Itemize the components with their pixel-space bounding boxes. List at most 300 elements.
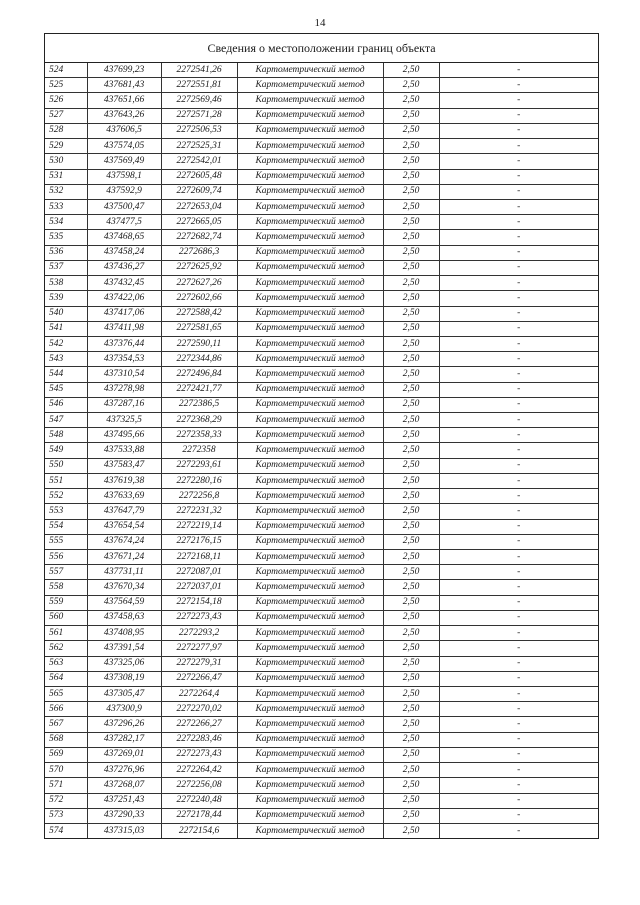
point-number-cell: 543 (45, 352, 87, 367)
coordinate-y-cell: 2272665,05 (161, 215, 237, 230)
table-row (45, 626, 598, 641)
error-cell: 2,50 (383, 671, 439, 686)
error-cell: 2,50 (383, 184, 439, 199)
coordinate-y-cell: 2272542,01 (161, 154, 237, 169)
error-cell: 2,50 (383, 519, 439, 534)
description-cell: - (439, 626, 598, 641)
point-number-cell: 527 (45, 108, 87, 123)
method-cell: Картометрический метод (237, 169, 383, 184)
table-title: Сведения о местоположении границ объекта (45, 34, 598, 63)
method-cell: Картометрический метод (237, 443, 383, 458)
method-cell: Картометрический метод (237, 260, 383, 275)
point-number-cell: 560 (45, 610, 87, 625)
error-cell: 2,50 (383, 123, 439, 138)
description-cell: - (439, 686, 598, 701)
coordinate-y-cell: 2272358,33 (161, 428, 237, 443)
method-cell: Картометрический метод (237, 641, 383, 656)
coordinate-y-cell: 2272602,66 (161, 291, 237, 306)
table-row (45, 763, 598, 778)
table-row (45, 123, 598, 138)
error-cell: 2,50 (383, 534, 439, 549)
error-cell: 2,50 (383, 580, 439, 595)
error-cell: 2,50 (383, 154, 439, 169)
point-number-cell: 534 (45, 215, 87, 230)
table-row (45, 595, 598, 610)
error-cell: 2,50 (383, 428, 439, 443)
coordinate-y-cell: 2272581,65 (161, 321, 237, 336)
error-cell: 2,50 (383, 336, 439, 351)
description-cell: - (439, 717, 598, 732)
method-cell: Картометрический метод (237, 63, 383, 78)
method-cell: Картометрический метод (237, 139, 383, 154)
method-cell: Картометрический метод (237, 473, 383, 488)
coordinate-y-cell: 2272571,28 (161, 108, 237, 123)
coordinate-y-cell: 2272588,42 (161, 306, 237, 321)
point-number-cell: 540 (45, 306, 87, 321)
point-number-cell: 538 (45, 276, 87, 291)
coordinate-x-cell: 437436,27 (87, 260, 161, 275)
error-cell: 2,50 (383, 276, 439, 291)
description-cell: - (439, 473, 598, 488)
description-cell: - (439, 823, 598, 838)
coordinate-x-cell: 437269,01 (87, 747, 161, 762)
description-cell: - (439, 352, 598, 367)
coordinate-x-cell: 437495,66 (87, 428, 161, 443)
description-cell: - (439, 550, 598, 565)
coordinate-x-cell: 437699,23 (87, 63, 161, 78)
coordinate-x-cell: 437458,63 (87, 610, 161, 625)
error-cell: 2,50 (383, 321, 439, 336)
description-cell: - (439, 656, 598, 671)
method-cell: Картометрический метод (237, 534, 383, 549)
error-cell: 2,50 (383, 352, 439, 367)
error-cell: 2,50 (383, 778, 439, 793)
point-number-cell: 541 (45, 321, 87, 336)
point-number-cell: 530 (45, 154, 87, 169)
method-cell: Картометрический метод (237, 610, 383, 625)
coordinate-y-cell: 2272368,29 (161, 413, 237, 428)
coordinate-y-cell: 2272277,97 (161, 641, 237, 656)
method-cell: Картометрический метод (237, 747, 383, 762)
coordinate-y-cell: 2272231,32 (161, 504, 237, 519)
coordinate-x-cell: 437422,06 (87, 291, 161, 306)
method-cell: Картометрический метод (237, 245, 383, 260)
point-number-cell: 545 (45, 382, 87, 397)
table-row (45, 382, 598, 397)
point-number-cell: 524 (45, 63, 87, 78)
point-number-cell: 539 (45, 291, 87, 306)
table-row (45, 717, 598, 732)
coordinate-y-cell: 2272256,08 (161, 778, 237, 793)
point-number-cell: 548 (45, 428, 87, 443)
table-row (45, 702, 598, 717)
table-row (45, 260, 598, 275)
method-cell: Картометрический метод (237, 78, 383, 93)
method-cell: Картометрический метод (237, 215, 383, 230)
coordinate-y-cell: 2272087,01 (161, 565, 237, 580)
coordinate-x-cell: 437569,49 (87, 154, 161, 169)
table-row (45, 93, 598, 108)
coordinates-table-body (45, 63, 598, 838)
coordinate-y-cell: 2272264,4 (161, 686, 237, 701)
coordinate-x-cell: 437305,47 (87, 686, 161, 701)
error-cell: 2,50 (383, 63, 439, 78)
table-row (45, 215, 598, 230)
point-number-cell: 566 (45, 702, 87, 717)
error-cell: 2,50 (383, 443, 439, 458)
method-cell: Картометрический метод (237, 458, 383, 473)
description-cell: - (439, 610, 598, 625)
description-cell: - (439, 504, 598, 519)
table-row (45, 641, 598, 656)
coordinate-x-cell: 437643,26 (87, 108, 161, 123)
coordinate-x-cell: 437533,88 (87, 443, 161, 458)
point-number-cell: 561 (45, 626, 87, 641)
description-cell: - (439, 702, 598, 717)
description-cell: - (439, 489, 598, 504)
description-cell: - (439, 184, 598, 199)
description-cell: - (439, 747, 598, 762)
table-row (45, 747, 598, 762)
point-number-cell: 535 (45, 230, 87, 245)
point-number-cell: 526 (45, 93, 87, 108)
error-cell: 2,50 (383, 169, 439, 184)
coordinate-y-cell: 2272240,48 (161, 793, 237, 808)
error-cell: 2,50 (383, 199, 439, 214)
coordinate-y-cell: 2272551,81 (161, 78, 237, 93)
method-cell: Картометрический метод (237, 199, 383, 214)
coordinate-y-cell: 2272266,47 (161, 671, 237, 686)
point-number-cell: 549 (45, 443, 87, 458)
method-cell: Картометрический метод (237, 382, 383, 397)
method-cell: Картометрический метод (237, 108, 383, 123)
table-row (45, 291, 598, 306)
table-row (45, 108, 598, 123)
method-cell: Картометрический метод (237, 793, 383, 808)
coordinate-x-cell: 437308,19 (87, 671, 161, 686)
method-cell: Картометрический метод (237, 367, 383, 382)
coordinate-x-cell: 437325,5 (87, 413, 161, 428)
table-row (45, 352, 598, 367)
point-number-cell: 555 (45, 534, 87, 549)
table-row (45, 458, 598, 473)
point-number-cell: 546 (45, 397, 87, 412)
error-cell: 2,50 (383, 686, 439, 701)
table-row (45, 489, 598, 504)
coordinate-x-cell: 437417,06 (87, 306, 161, 321)
point-number-cell: 572 (45, 793, 87, 808)
method-cell: Картометрический метод (237, 808, 383, 823)
coordinate-y-cell: 2272293,2 (161, 626, 237, 641)
error-cell: 2,50 (383, 291, 439, 306)
description-cell: - (439, 169, 598, 184)
point-number-cell: 573 (45, 808, 87, 823)
method-cell: Картометрический метод (237, 321, 383, 336)
point-number-cell: 528 (45, 123, 87, 138)
method-cell: Картометрический метод (237, 291, 383, 306)
description-cell: - (439, 139, 598, 154)
table-row (45, 230, 598, 245)
coordinate-x-cell: 437598,1 (87, 169, 161, 184)
coordinate-y-cell: 2272525,31 (161, 139, 237, 154)
point-number-cell: 542 (45, 336, 87, 351)
point-number-cell: 558 (45, 580, 87, 595)
description-cell: - (439, 245, 598, 260)
coordinate-y-cell: 2272627,26 (161, 276, 237, 291)
coordinate-y-cell: 2272279,31 (161, 656, 237, 671)
table-row (45, 550, 598, 565)
coordinate-x-cell: 437411,98 (87, 321, 161, 336)
description-cell: - (439, 443, 598, 458)
error-cell: 2,50 (383, 595, 439, 610)
coordinate-y-cell: 2272569,46 (161, 93, 237, 108)
coordinate-y-cell: 2272496,84 (161, 367, 237, 382)
coordinate-x-cell: 437671,24 (87, 550, 161, 565)
table-row (45, 580, 598, 595)
table-row (45, 778, 598, 793)
description-cell: - (439, 336, 598, 351)
point-number-cell: 565 (45, 686, 87, 701)
table-row (45, 139, 598, 154)
coordinate-y-cell: 2272154,18 (161, 595, 237, 610)
coordinate-x-cell: 437654,54 (87, 519, 161, 534)
error-cell: 2,50 (383, 473, 439, 488)
description-cell: - (439, 778, 598, 793)
description-cell: - (439, 397, 598, 412)
table-row (45, 565, 598, 580)
description-cell: - (439, 260, 598, 275)
coordinate-y-cell: 2272256,8 (161, 489, 237, 504)
point-number-cell: 557 (45, 565, 87, 580)
point-number-cell: 533 (45, 199, 87, 214)
description-cell: - (439, 763, 598, 778)
coordinate-y-cell: 2272625,92 (161, 260, 237, 275)
point-number-cell: 559 (45, 595, 87, 610)
description-cell: - (439, 732, 598, 747)
point-number-cell: 547 (45, 413, 87, 428)
point-number-cell: 554 (45, 519, 87, 534)
method-cell: Картометрический метод (237, 184, 383, 199)
method-cell: Картометрический метод (237, 686, 383, 701)
point-number-cell: 551 (45, 473, 87, 488)
coordinate-x-cell: 437376,44 (87, 336, 161, 351)
method-cell: Картометрический метод (237, 276, 383, 291)
method-cell: Картометрический метод (237, 123, 383, 138)
method-cell: Картометрический метод (237, 489, 383, 504)
description-cell: - (439, 382, 598, 397)
description-cell: - (439, 123, 598, 138)
point-number-cell: 553 (45, 504, 87, 519)
error-cell: 2,50 (383, 610, 439, 625)
boundary-table-frame (44, 33, 599, 839)
coordinate-x-cell: 437670,34 (87, 580, 161, 595)
coordinate-y-cell: 2272219,14 (161, 519, 237, 534)
description-cell: - (439, 808, 598, 823)
method-cell: Картометрический метод (237, 580, 383, 595)
table-row (45, 671, 598, 686)
error-cell: 2,50 (383, 565, 439, 580)
table-row (45, 397, 598, 412)
description-cell: - (439, 199, 598, 214)
error-cell: 2,50 (383, 215, 439, 230)
point-number-cell: 536 (45, 245, 87, 260)
description-cell: - (439, 78, 598, 93)
description-cell: - (439, 671, 598, 686)
point-number-cell: 550 (45, 458, 87, 473)
coordinate-x-cell: 437583,47 (87, 458, 161, 473)
table-row (45, 519, 598, 534)
description-cell: - (439, 565, 598, 580)
coordinate-y-cell: 2272037,01 (161, 580, 237, 595)
error-cell: 2,50 (383, 367, 439, 382)
point-number-cell: 569 (45, 747, 87, 762)
method-cell: Картометрический метод (237, 656, 383, 671)
table-row (45, 367, 598, 382)
method-cell: Картометрический метод (237, 626, 383, 641)
coordinate-y-cell: 2272264,42 (161, 763, 237, 778)
method-cell: Картометрический метод (237, 671, 383, 686)
error-cell: 2,50 (383, 458, 439, 473)
coordinate-y-cell: 2272386,5 (161, 397, 237, 412)
table-row (45, 306, 598, 321)
table-row (45, 473, 598, 488)
coordinate-x-cell: 437432,45 (87, 276, 161, 291)
method-cell: Картометрический метод (237, 595, 383, 610)
coordinate-y-cell: 2272154,6 (161, 823, 237, 838)
coordinate-y-cell: 2272686,3 (161, 245, 237, 260)
coordinate-x-cell: 437296,26 (87, 717, 161, 732)
method-cell: Картометрический метод (237, 763, 383, 778)
description-cell: - (439, 321, 598, 336)
table-row (45, 534, 598, 549)
point-number-cell: 552 (45, 489, 87, 504)
description-cell: - (439, 413, 598, 428)
method-cell: Картометрический метод (237, 565, 383, 580)
table-row (45, 656, 598, 671)
description-cell: - (439, 534, 598, 549)
coordinate-x-cell: 437325,06 (87, 656, 161, 671)
coordinate-x-cell: 437674,24 (87, 534, 161, 549)
table-row (45, 276, 598, 291)
error-cell: 2,50 (383, 626, 439, 641)
coordinate-x-cell: 437619,38 (87, 473, 161, 488)
table-row (45, 336, 598, 351)
point-number-cell: 562 (45, 641, 87, 656)
coordinate-y-cell: 2272590,11 (161, 336, 237, 351)
coordinate-x-cell: 437731,11 (87, 565, 161, 580)
description-cell: - (439, 580, 598, 595)
coordinate-x-cell: 437633,69 (87, 489, 161, 504)
error-cell: 2,50 (383, 793, 439, 808)
coordinate-x-cell: 437458,24 (87, 245, 161, 260)
table-row (45, 321, 598, 336)
method-cell: Картометрический метод (237, 702, 383, 717)
coordinate-y-cell: 2272280,16 (161, 473, 237, 488)
table-row (45, 808, 598, 823)
coordinate-y-cell: 2272421,77 (161, 382, 237, 397)
description-cell: - (439, 367, 598, 382)
point-number-cell: 574 (45, 823, 87, 838)
error-cell: 2,50 (383, 413, 439, 428)
coordinate-y-cell: 2272266,27 (161, 717, 237, 732)
table-row (45, 443, 598, 458)
table-row (45, 154, 598, 169)
table-row (45, 793, 598, 808)
error-cell: 2,50 (383, 108, 439, 123)
method-cell: Картометрический метод (237, 93, 383, 108)
coordinate-x-cell: 437282,17 (87, 732, 161, 747)
coordinate-y-cell: 2272270,02 (161, 702, 237, 717)
description-cell: - (439, 595, 598, 610)
coordinate-x-cell: 437606,5 (87, 123, 161, 138)
table-row (45, 610, 598, 625)
error-cell: 2,50 (383, 656, 439, 671)
method-cell: Картометрический метод (237, 519, 383, 534)
point-number-cell: 531 (45, 169, 87, 184)
error-cell: 2,50 (383, 823, 439, 838)
method-cell: Картометрический метод (237, 504, 383, 519)
table-row (45, 199, 598, 214)
table-row (45, 245, 598, 260)
point-number-cell: 529 (45, 139, 87, 154)
method-cell: Картометрический метод (237, 352, 383, 367)
table-row (45, 184, 598, 199)
description-cell: - (439, 291, 598, 306)
error-cell: 2,50 (383, 306, 439, 321)
coordinate-x-cell: 437468,65 (87, 230, 161, 245)
error-cell: 2,50 (383, 139, 439, 154)
coordinate-x-cell: 437500,47 (87, 199, 161, 214)
coordinate-y-cell: 2272176,15 (161, 534, 237, 549)
point-number-cell: 556 (45, 550, 87, 565)
coordinate-x-cell: 437574,05 (87, 139, 161, 154)
coordinate-x-cell: 437287,16 (87, 397, 161, 412)
coordinate-y-cell: 2272273,43 (161, 610, 237, 625)
method-cell: Картометрический метод (237, 778, 383, 793)
error-cell: 2,50 (383, 504, 439, 519)
method-cell: Картометрический метод (237, 397, 383, 412)
coordinate-y-cell: 2272506,53 (161, 123, 237, 138)
coordinate-y-cell: 2272178,44 (161, 808, 237, 823)
point-number-cell: 564 (45, 671, 87, 686)
table-row (45, 428, 598, 443)
point-number-cell: 525 (45, 78, 87, 93)
error-cell: 2,50 (383, 489, 439, 504)
table-row (45, 78, 598, 93)
description-cell: - (439, 63, 598, 78)
table-row (45, 413, 598, 428)
error-cell: 2,50 (383, 763, 439, 778)
description-cell: - (439, 154, 598, 169)
coordinate-x-cell: 437310,54 (87, 367, 161, 382)
description-cell: - (439, 306, 598, 321)
error-cell: 2,50 (383, 747, 439, 762)
table-row (45, 504, 598, 519)
error-cell: 2,50 (383, 260, 439, 275)
error-cell: 2,50 (383, 382, 439, 397)
error-cell: 2,50 (383, 230, 439, 245)
coordinate-x-cell: 437477,5 (87, 215, 161, 230)
coordinate-x-cell: 437651,66 (87, 93, 161, 108)
coordinate-x-cell: 437391,54 (87, 641, 161, 656)
error-cell: 2,50 (383, 717, 439, 732)
coordinate-x-cell: 437592,9 (87, 184, 161, 199)
page-number: 14 (314, 17, 326, 29)
coordinate-y-cell: 2272653,04 (161, 199, 237, 214)
error-cell: 2,50 (383, 702, 439, 717)
coordinate-x-cell: 437564,59 (87, 595, 161, 610)
table-row (45, 732, 598, 747)
